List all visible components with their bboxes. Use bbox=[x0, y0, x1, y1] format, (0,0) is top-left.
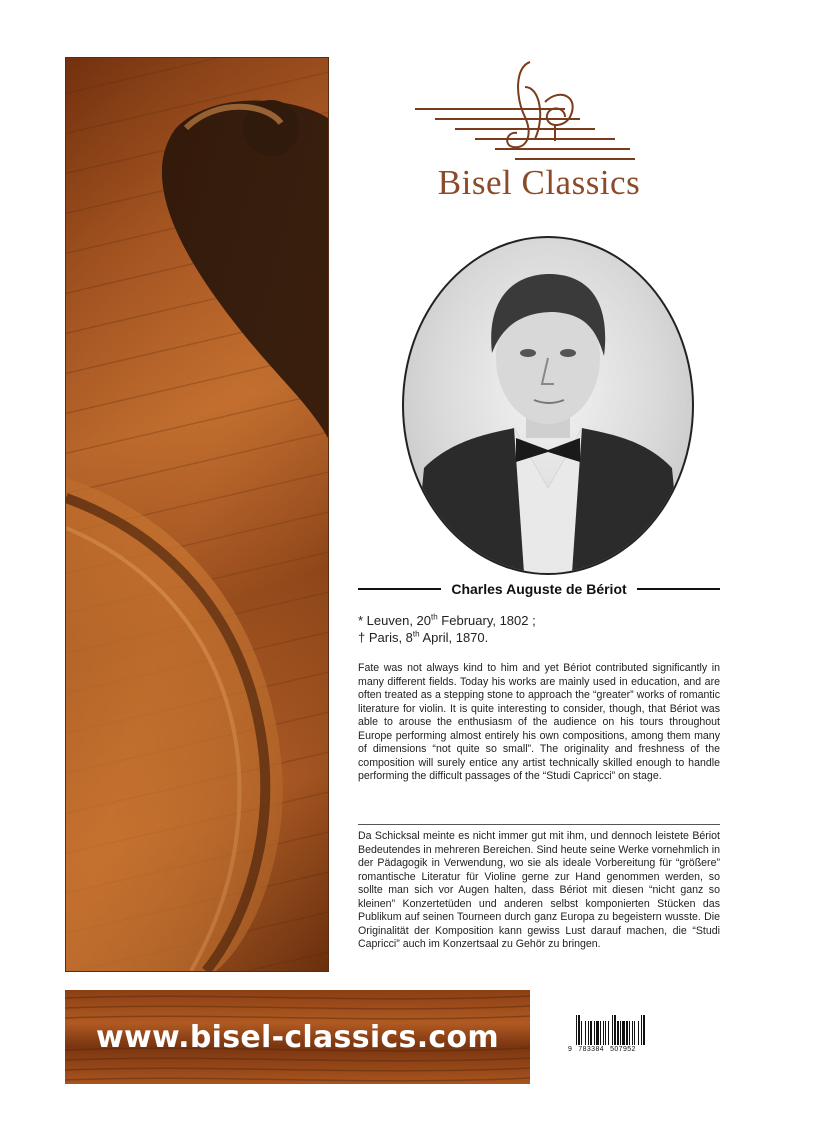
death-text: † Paris, 8 bbox=[358, 630, 413, 645]
bio-english: Fate was not always kind to him and yet Bériot contributed significantly in many different fields. Today his works are mainly used in education, and are often treated as a stepping stone to approach the “greater” works of romantic literature for violin. It is quite interesting to consider, though, that Bériot was able to arouse the enthusiasm of the audience on his tours throughout Europe performing almost entirely his own compositions, among them many of dimensions “not quite so small”. The originality and freshness of the composition will surely entice any artist technically skilled enough to handle performing the difficult passages of the “Studi Capricci” on stage. bbox=[358, 662, 720, 782]
isbn-barcode bbox=[568, 1017, 678, 1057]
bio-divider bbox=[358, 824, 720, 825]
heading-rule-right bbox=[637, 588, 720, 590]
website-banner bbox=[65, 990, 530, 1084]
barcode-digits-right: 507952 bbox=[610, 1046, 636, 1053]
birth-text-end: February, 1802 ; bbox=[437, 613, 536, 628]
brand-name: Bisel Classics bbox=[437, 163, 641, 202]
website-url[interactable]: www.bisel-classics.com bbox=[96, 1020, 499, 1055]
birth-line bbox=[358, 612, 658, 629]
composer-heading bbox=[358, 578, 720, 600]
birth-text: * Leuven, 20 bbox=[358, 613, 432, 628]
barcode-bars bbox=[576, 1017, 678, 1045]
composer-portrait bbox=[402, 236, 694, 575]
composer-name: Charles Auguste de Bériot bbox=[451, 581, 627, 597]
barcode-digits bbox=[568, 1046, 678, 1053]
composer-dates bbox=[358, 612, 658, 646]
death-line bbox=[358, 629, 658, 646]
heading-rule-left bbox=[358, 588, 441, 590]
violin-photo bbox=[65, 57, 329, 972]
death-text-end: April, 1870. bbox=[419, 630, 489, 645]
barcode-digit-lead: 9 bbox=[568, 1046, 573, 1053]
bio-german: Da Schicksal meinte es nicht immer gut mit ihm, und dennoch leistete Bériot Bedeutendes in mehreren Bereichen. Sind heute seine Werke vornehmlich in der Pädagogik in Verwendung, wo sie als ideale Vorbereitung für “größere” romantische Literatur für Violine gerne zur Hand genommen werden, so sollte man sich vor Augen halten, dass Bériot mit diesen “nicht ganz so kleinen” Konzertetüden und anderen selbst komponierten Stücken das Publikum auf seinen Tourneen durch ganz Europa zu begeistern wusste. Die Originalität der Komposition kann gewiss Lust darauf machen, die “Studi Capricci” auch im Konzertsaal zu Gehör zu bringen. bbox=[358, 830, 720, 950]
birth-ordinal: th bbox=[431, 612, 438, 622]
barcode-digits-left: 783384 bbox=[578, 1046, 605, 1053]
death-ordinal: th bbox=[412, 629, 420, 639]
barcode-bar bbox=[645, 1021, 646, 1045]
